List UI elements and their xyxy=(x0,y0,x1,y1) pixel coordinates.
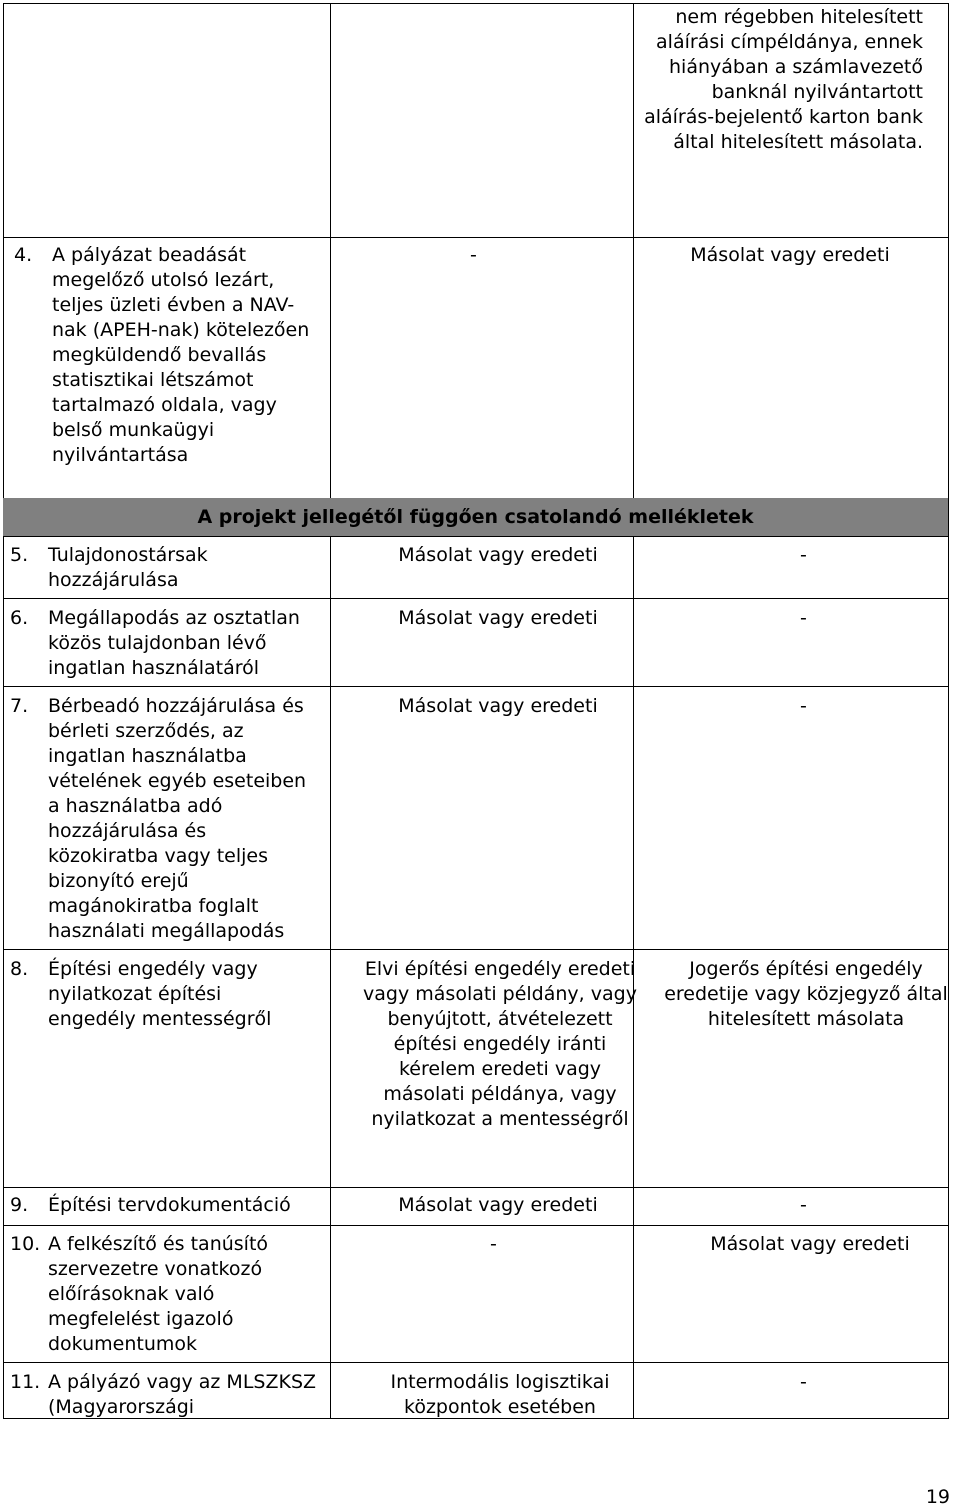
row-col2: - xyxy=(470,244,477,266)
row-col3: - xyxy=(800,1194,807,1216)
top-note: nem régebben hitelesített aláírási címpéldánya, ennek hiányában a számlavezető banknál nyilvántartott aláírás-bejelentő karton bank által hitelesített másolata. xyxy=(644,6,923,153)
column-divider xyxy=(330,536,331,1419)
row-divider xyxy=(3,237,948,238)
row-description: A felkészítő és tanúsító szervezetre vonatkozó előírásoknak való megfelelést igazoló dokumentumok xyxy=(48,1233,269,1355)
column-divider xyxy=(633,3,634,498)
row-number: 4. xyxy=(14,244,33,266)
section-header: A projekt jellegétől függően csatolandó mellékletek xyxy=(197,506,754,528)
row-number: 11. xyxy=(10,1371,41,1393)
row-col3: Másolat vagy eredeti xyxy=(690,244,890,266)
row-number: 10. xyxy=(10,1233,41,1255)
row-divider xyxy=(3,949,948,950)
row-col3: Jogerős építési engedély eredetije vagy közjegyző által hitelesített másolata xyxy=(664,958,948,1030)
row-divider xyxy=(3,1187,948,1188)
row-divider xyxy=(3,598,948,599)
row-col3: - xyxy=(800,695,807,717)
table-border-left xyxy=(3,3,4,1419)
column-divider xyxy=(330,3,331,498)
row-divider xyxy=(3,1225,948,1226)
row-divider xyxy=(3,686,948,687)
row-number: 5. xyxy=(10,544,29,566)
row-number: 8. xyxy=(10,958,29,980)
row-description: Tulajdonostársak hozzájárulása xyxy=(48,544,208,591)
row-description: Bérbeadó hozzájárulása és bérleti szerződés, az ingatlan használatba vételének egyéb eseteiben a használatba adó hozzájárulása és közokiratba vagy teljes bizonyító erejű magánokiratba foglalt használati megállapodás xyxy=(48,695,307,942)
row-number: 9. xyxy=(10,1194,29,1216)
row-description: A pályázat beadását megelőző utolsó lezárt, teljes üzleti évben a NAV-nak (APEH-nak) kötelezően megküldendő bevallás statisztikai létszámot tartalmazó oldala, vagy belső munkaügyi nyilvántartása xyxy=(52,244,310,466)
row-col2: Másolat vagy eredeti xyxy=(398,695,598,717)
page-number: 19 xyxy=(925,1486,950,1508)
row-divider xyxy=(3,536,948,537)
row-description: Építési tervdokumentáció xyxy=(48,1194,291,1216)
row-divider xyxy=(3,1362,948,1363)
row-col2: Elvi építési engedély eredeti vagy másolati példány, vagy benyújtott, átvételezett építési engedély iránti kérelem eredeti vagy másolati példánya, vagy nyilatkozat a mentességről xyxy=(363,958,637,1130)
row-description: A pályázó vagy az MLSZKSZ (Magyarországi xyxy=(48,1371,317,1418)
row-number: 6. xyxy=(10,607,29,629)
row-number: 7. xyxy=(10,695,29,717)
row-col3: Másolat vagy eredeti xyxy=(710,1233,910,1255)
row-col2: Másolat vagy eredeti xyxy=(398,1194,598,1216)
row-col2: Másolat vagy eredeti xyxy=(398,607,598,629)
row-col2: - xyxy=(490,1233,497,1255)
row-description: Megállapodás az osztatlan közös tulajdonban lévő ingatlan használatáról xyxy=(48,607,300,679)
row-col2: Intermodális logisztikai központok esetében xyxy=(390,1371,610,1418)
row-col3: - xyxy=(800,1371,807,1393)
row-col3: - xyxy=(800,544,807,566)
row-col2: Másolat vagy eredeti xyxy=(398,544,598,566)
row-col3: - xyxy=(800,607,807,629)
table-border-right xyxy=(948,3,949,1419)
row-divider xyxy=(3,3,948,4)
row-description: Építési engedély vagy nyilatkozat építési engedély mentességről xyxy=(48,958,272,1030)
